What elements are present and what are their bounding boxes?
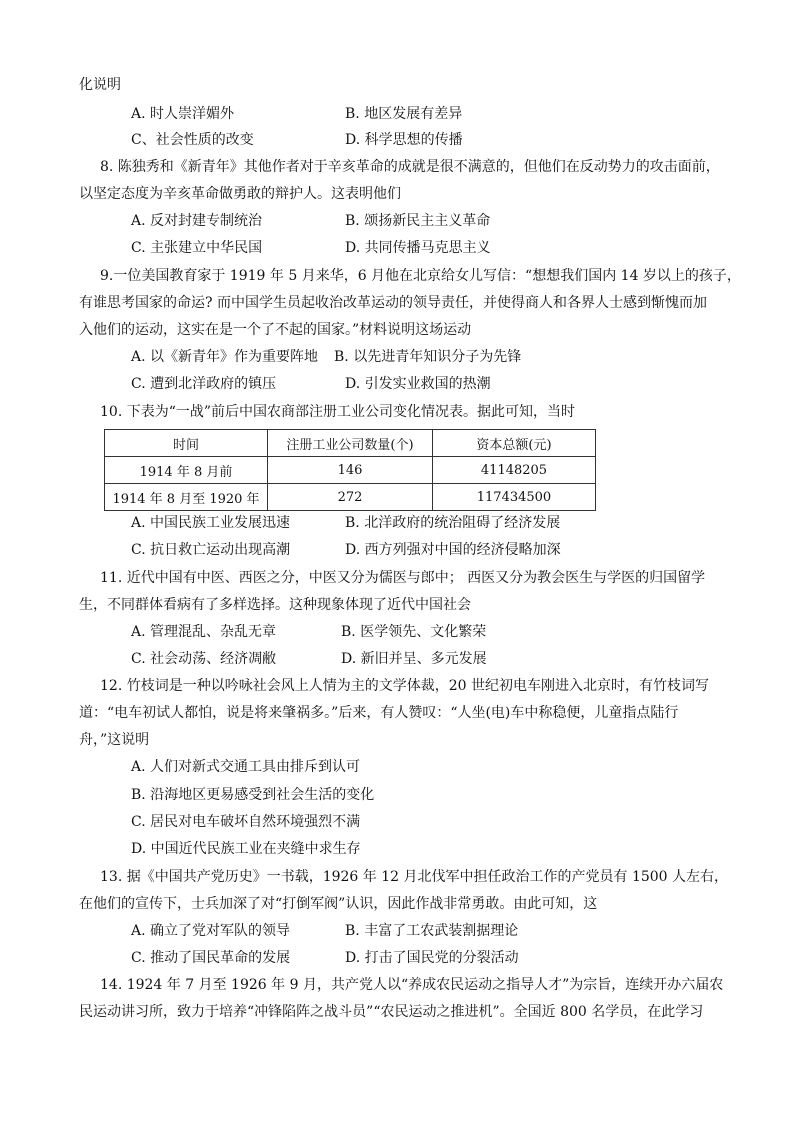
table-header-row [105,430,596,457]
q10-option-d: D. 西方列强对中国的经济侵略加深 [345,542,561,558]
q13-stem-line-1: 13. 据《中国共产党历史》一书载，1926 年 12 月北伐军中担任政治工作的产党员有 1500 人左右， [100,869,729,885]
q11-stem-line-1: 11. 近代中国有中医、西医之分，中医又分为儒医与郎中； 西医又分为教会医生与学医的归国留学 [100,570,706,586]
q7-option-b: B. 地区发展有差异 [345,106,463,122]
q9-option-c: C. 遭到北洋政府的镇压 [131,376,277,392]
q7-stem-tail: 化说明 [79,77,121,93]
q13-option-a: A. 确立了党对军队的领导 [131,923,291,939]
q8-stem-line-1: 8. 陈独秀和《新青年》其他作者对于辛亥革命的成就是很不满意的，但他们在反动势力的攻击面前， [100,159,720,175]
q12-option-a: A. 人们对新式交通工具由排斥到认可 [131,759,361,775]
q12-option-d: D. 中国近代民族工业在夹缝中求生存 [131,841,361,857]
header-time: 时间 [105,430,268,457]
q8-option-c: C. 主张建立中华民国 [131,240,263,256]
row2-time: 1914 年 8 月至 1920 年 [105,484,268,511]
q13-stem-line-2: 在他们的宣传下，士兵加深了对“打倒军阀”认识，因此作战非常勇敢。由此可知，这 [79,896,598,912]
q14-stem-line-1: 14. 1924 年 7 月至 1926 年 9 月，共产党人以“养成农民运动之指导人才”为宗旨，连续开办六届农 [100,977,724,993]
q7-option-a: A. 时人崇洋媚外 [131,106,235,122]
q8-option-a: A. 反对封建专制统治 [131,213,263,229]
q9-stem-line-2: 有谁思考国家的命运? 而中国学生员起收治改革运动的领导责任，并使得商人和各界人士感到惭愧而加 [79,295,707,311]
q9-option-a: A. 以《新青年》作为重要阵地 [131,349,319,365]
q11-stem-line-2: 生，不同群体看病有了多样选择。这种现象体现了近代中国社会 [79,597,471,613]
row2-capital: 117434500 [433,484,596,511]
q9-stem-line-3: 入他们的运动，这实在是一个了不起的国家。”材料说明这场运动 [79,322,472,338]
company-registration-table [104,429,596,511]
q12-option-b: B. 沿海地区更易感受到社会生活的变化 [131,787,375,803]
q8-option-b: B. 颂扬新民主主义革命 [345,213,491,229]
q12-stem-line-3: 舟，”这说明 [79,732,150,748]
q9-option-b: B. 以先进青年知识分子为先锋 [334,349,522,365]
table-row [105,457,596,484]
q10-stem: 10. 下表为“一战”前后中国农商部注册工业公司变化情况表。据此可知，当时 [100,404,576,420]
q11-option-a: A. 管理混乱、杂乱无章 [131,624,277,640]
q10-option-a: A. 中国民族工业发展迅速 [131,515,291,531]
q12-stem-line-2: 道：“电车初试人都怕，说是将来肇祸多。”后来，有人赞叹：“人坐(电)车中称稳便，儿童指点陆行 [79,705,679,721]
row1-count: 146 [268,457,433,484]
header-total-capital: 资本总额(元) [433,430,596,457]
q11-option-b: B. 医学领先、文化繁荣 [341,624,487,640]
q9-option-d: D. 引发实业救国的热潮 [345,376,491,392]
q12-stem-line-1: 12. 竹枝词是一种以吟咏社会风上人情为主的文学体裁，20 世纪初电车刚进入北京时，有竹枝词写 [100,678,709,694]
q7-option-c: C、社会性质的改变 [131,132,254,148]
row2-count: 272 [268,484,433,511]
q13-option-c: C. 推动了国民革命的发展 [131,950,291,966]
q13-option-b: B. 丰富了工农武装割据理论 [345,923,519,939]
q10-option-b: B. 北洋政府的统治阻碍了经济发展 [345,515,561,531]
q13-option-d: D. 打击了国民党的分裂活动 [345,950,519,966]
q9-stem-line-1: 9.一位美国教育家于 1919 年 5 月来华，6 月他在北京给女儿写信：“想想我们国内 14 岁以上的孩子， [100,268,741,284]
q8-option-d: D. 共同传播马克思主义 [345,240,491,256]
q7-option-d: D. 科学思想的传播 [345,132,463,148]
q12-option-c: C. 居民对电车破坏自然环境强烈不满 [131,814,361,830]
row1-time: 1914 年 8 月前 [105,457,268,484]
table-row [105,484,596,511]
q11-option-d: D. 新旧并呈、多元发展 [341,651,487,667]
q8-stem-line-2: 以坚定态度为辛亥革命做勇敢的辩护人。这表明他们 [79,186,401,202]
q11-option-c: C. 社会动荡、经济凋敝 [131,651,277,667]
row1-capital: 41148205 [433,457,596,484]
header-company-count: 注册工业公司数量(个) [268,430,433,457]
q10-option-c: C. 抗日救亡运动出现高潮 [131,542,291,558]
q14-stem-line-2: 民运动讲习所，致力于培养“冲锋陷阵之战斗员”“农民运动之推进机”。全国近 800 名学员，在此学习 [79,1004,704,1020]
